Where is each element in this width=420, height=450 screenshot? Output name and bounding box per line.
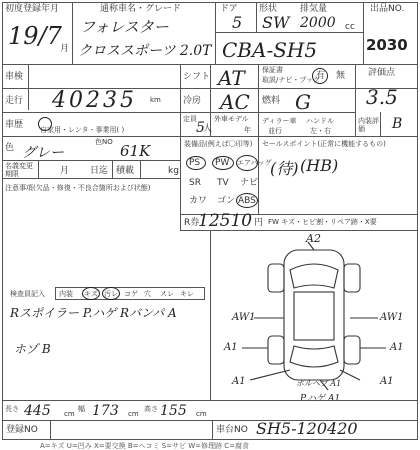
inspector-remark-2: ホゾ B xyxy=(14,342,51,356)
model-name-label: 通称車名・グレード xyxy=(100,4,182,14)
diagram-legend: FW キズ・ヒビ割・リペア跡・X要 xyxy=(268,218,377,226)
car-windshield xyxy=(290,264,338,288)
lot-label: 出品NO. xyxy=(370,4,405,14)
length-label: 長さ xyxy=(5,405,19,413)
ext-model-value: 年 xyxy=(244,126,251,134)
mark-left-rear: A1 xyxy=(224,342,238,353)
inspector-label: 検査員記入 xyxy=(10,290,45,298)
mark-right-door: AW1 xyxy=(380,312,404,323)
score-label: 評価点 xyxy=(368,68,396,78)
ac-label: 冷房 xyxy=(183,96,202,106)
inspection-label: 車検 xyxy=(5,72,24,82)
height-value: 155 xyxy=(160,403,187,419)
equip-pw: PW xyxy=(215,158,230,168)
score-value: 3.5 xyxy=(366,85,398,109)
mileage-label: 走行 xyxy=(5,96,24,106)
load-unit: kg xyxy=(168,166,179,176)
displacement-label: 排気量 xyxy=(300,4,328,14)
reg-label: 登録NO xyxy=(6,425,38,435)
model-code: CBA-SH5 xyxy=(222,38,318,62)
name-change-month: 月 xyxy=(60,166,70,176)
width-label: 幅 xyxy=(78,405,85,413)
sales-point-1: (待) xyxy=(270,159,299,178)
capacity-label: 定員 xyxy=(183,115,197,123)
first-reg-value: 19/7 xyxy=(8,22,62,50)
handle-value: 左・右 xyxy=(310,127,331,135)
ac-value: AC xyxy=(220,90,250,114)
sales-point-label: セールスポイント(正常に機能するもの) xyxy=(262,140,386,148)
mark-rear-paint: P.ハゲ A1 xyxy=(300,394,341,404)
inspector-opt-6: スレ xyxy=(160,290,174,298)
shape-value: SW xyxy=(262,13,290,32)
inspector-opt-1: 内装 xyxy=(59,290,73,298)
displacement-unit: cc xyxy=(345,22,355,32)
model-name: フォレスター xyxy=(80,18,169,36)
name-change-day: 日迄 xyxy=(90,166,109,176)
capacity-unit: 人 xyxy=(203,124,213,134)
first-reg-unit: 月 xyxy=(60,44,70,54)
displacement-value: 2000 xyxy=(300,15,336,31)
inspector-opt-7: キレ xyxy=(180,290,194,298)
color-no-value: 61K xyxy=(120,142,151,160)
chassis-value: SH5-120420 xyxy=(256,419,358,438)
interior-label: 内装評価 xyxy=(358,117,379,133)
mark-rear-bumper: ホルヘブ A1 xyxy=(296,379,342,388)
equip-abs: ABS xyxy=(238,196,256,206)
inspector-remark-1a: Rスポイラー P.ハゲ xyxy=(10,306,117,320)
warranty-no: 無 xyxy=(336,71,346,81)
inspector-opt-5: 穴 xyxy=(144,290,151,298)
handle-label: ハンドル xyxy=(306,117,334,125)
color-label: 色 xyxy=(5,143,15,153)
equip-tv: TV xyxy=(217,178,229,188)
inspector-opt-2: キズ xyxy=(84,290,98,298)
warranty-sub: 取説/ナビ・ブック xyxy=(262,76,320,84)
height-label: 高さ xyxy=(144,405,158,413)
warranty-yes: 有 xyxy=(316,71,326,81)
shift-label: シフト xyxy=(183,72,211,82)
sales-point-2: (HB) xyxy=(300,156,339,175)
car-roof xyxy=(294,292,334,340)
recycle-unit: 円 xyxy=(254,218,264,228)
category-label: 車歴 xyxy=(5,120,24,130)
recycle-value: 12510 xyxy=(198,211,253,231)
inspector-opt-4: コゲ xyxy=(124,290,138,298)
width-unit: cm xyxy=(128,410,139,418)
mileage-value: 40235 xyxy=(52,88,137,113)
length-value: 445 xyxy=(24,403,51,419)
wheel-rear-left xyxy=(268,336,284,364)
recycle-label: R券 xyxy=(184,218,200,228)
doors-label: ドア xyxy=(220,4,238,14)
chassis-label: 車台NO xyxy=(216,425,248,435)
length-unit: cm xyxy=(64,410,75,418)
mark-right-bottom: A1 xyxy=(380,376,394,387)
mark-right-rear: A1 xyxy=(390,342,404,353)
equipment-label: 装備品(例えば〇印等) xyxy=(184,140,253,148)
height-unit: cm xyxy=(196,410,207,418)
capacity-value: 5 xyxy=(196,120,205,136)
load-label: 積載 xyxy=(116,166,135,176)
shift-value: AT xyxy=(218,66,245,90)
inspector-remark-1b: Rバンパ A xyxy=(120,306,177,320)
dealer-label: ディラー車 xyxy=(262,117,297,125)
equip-airbag: エアバッグ xyxy=(237,159,272,167)
fuel-label: 燃料 xyxy=(262,96,281,106)
equip-leather: カワ xyxy=(189,196,208,206)
name-change-label: 名義変更期限 xyxy=(5,162,33,178)
mileage-unit: km xyxy=(150,96,161,104)
mark-top: A2 xyxy=(306,232,321,245)
inspector-opt-3: 汚レ xyxy=(104,290,118,298)
mark-left-bottom: A1 xyxy=(232,376,246,387)
ext-model-label: 外車モデル xyxy=(214,115,249,123)
wheel-rear-right xyxy=(344,336,360,364)
car-rear-window xyxy=(290,346,338,367)
lot-value: 2030 xyxy=(366,36,408,54)
interior-value: B xyxy=(392,116,403,132)
first-reg-label: 初度登録年月 xyxy=(5,4,60,14)
warranty-label: 保証書 xyxy=(262,66,283,74)
notes-label: 注意事項(欠品・修復・不良合箇所および状態) xyxy=(5,184,151,192)
equip-gon: ゴン xyxy=(217,196,236,206)
equip-ps: PS xyxy=(189,158,201,168)
equip-sr: SR xyxy=(189,178,201,188)
mark-left-door: AW1 xyxy=(232,312,256,323)
car-body-outline xyxy=(284,250,344,380)
grade: クロススポーツ 2.0T xyxy=(78,43,212,59)
width-value: 173 xyxy=(92,403,119,419)
wheel-front-right xyxy=(344,264,360,292)
wheel-front-left xyxy=(268,264,284,292)
category-options: 自家用・レンタ・事業用( ) xyxy=(40,126,125,134)
color-value: グレー xyxy=(22,145,64,161)
equip-navi: ナビ xyxy=(240,178,259,188)
doors-value: 5 xyxy=(232,13,243,32)
fuel-value: G xyxy=(295,90,311,114)
dealer-sub: 並行 xyxy=(268,127,282,135)
footer-legend: A=キズ U=凹み X=要交換 B=ヘコミ S=サビ W=修理跡 C=腐食 xyxy=(40,442,250,450)
shape-label: 形状 xyxy=(259,4,278,14)
color-no-label: 色NO xyxy=(95,138,113,146)
